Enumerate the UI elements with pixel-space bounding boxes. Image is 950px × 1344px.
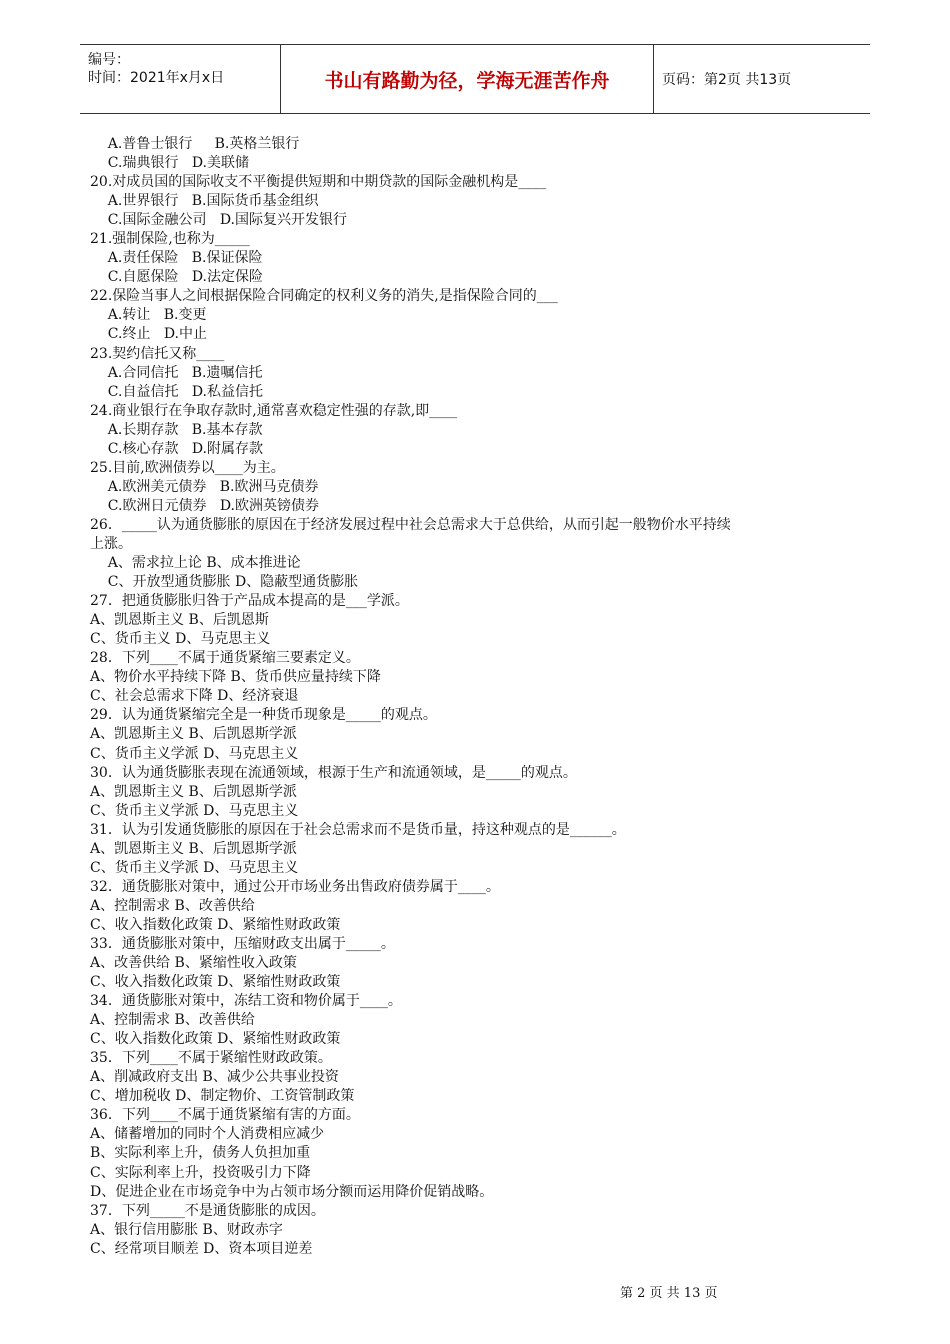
text-line: A、改善供给 B、紧缩性收入政策 [90, 955, 297, 972]
text-line: 29．认为通货紧缩完全是一种货币现象是_____的观点。 [90, 707, 437, 724]
text-line: 32．通货膨胀对策中，通过公开市场业务出售政府债券属于____。 [90, 878, 500, 895]
text-line: 25.目前,欧洲债券以____为主。 [90, 459, 285, 476]
page-header [80, 44, 870, 114]
text-line: C.自愿保险 D.法定保险 [90, 269, 263, 286]
question-list [90, 135, 870, 1259]
text-line: C.欧洲日元债券 D.欧洲英镑债券 [90, 497, 319, 514]
text-line: A、银行信用膨胀 B、财政赤字 [90, 1221, 283, 1238]
page-footer: 第 2 页 共 13 页 [620, 1286, 718, 1301]
text-line: A、凯恩斯主义 B、后凯恩斯 [90, 612, 269, 629]
text-line: A.欧洲美元债券 B.欧洲马克债券 [90, 478, 319, 495]
text-line: 22.保险当事人之间根据保险合同确定的权利义务的消失,是指保险合同的___ [90, 288, 558, 305]
text-line: 28．下列____不属于通货紧缩三要素定义。 [90, 650, 360, 667]
text-line: 20.对成员国的国际收支不平衡提供短期和中期贷款的国际金融机构是____ [90, 174, 547, 191]
text-line: 31．认为引发通货膨胀的原因在于社会总需求而不是货币量，持这种观点的是______。 [90, 821, 626, 838]
header-meta [80, 45, 280, 113]
text-line: A、控制需求 B、改善供给 [90, 897, 255, 914]
number-label: 编号： [88, 52, 130, 68]
text-line: C、实际利率上升，投资吸引力下降 [90, 1164, 311, 1181]
text-line: 23.契约信托又称____ [90, 345, 225, 362]
text-line: A.转让 B.变更 [90, 307, 207, 324]
text-line: A、控制需求 B、改善供给 [90, 1012, 255, 1029]
text-line: A、削减政府支出 B、减少公共事业投资 [90, 1069, 339, 1086]
text-line: A.普鲁士银行 B.英格兰银行 [90, 136, 300, 152]
text-line: C、货币主义 D、马克思主义 [90, 631, 271, 648]
text-line: A.合同信托 B.遗嘱信托 [90, 364, 263, 381]
text-line: C、收入指数化政策 D、紧缩性财政政策 [90, 974, 341, 991]
text-line: C、货币主义学派 D、马克思主义 [90, 859, 299, 876]
text-line: C.自益信托 D.私益信托 [90, 383, 263, 400]
text-line: 26．_____认为通货膨胀的原因在于经济发展过程中社会总需求大于总供给，从而引起一般物价水平持续 [90, 516, 731, 533]
text-line: B、实际利率上升，债务人负担加重 [90, 1145, 311, 1162]
text-line: C.国际金融公司 D.国际复兴开发银行 [90, 212, 347, 229]
text-line: A、凯恩斯主义 B、后凯恩斯学派 [90, 783, 297, 800]
text-line: C.终止 D.中止 [90, 326, 207, 343]
text-line: 36．下列____不属于通货紧缩有害的方面。 [90, 1107, 360, 1124]
text-line: A、凯恩斯主义 B、后凯恩斯学派 [90, 840, 297, 857]
text-line: 上涨。 [90, 535, 132, 552]
text-line: A、储蓄增加的同时个人消费相应减少 [90, 1126, 325, 1143]
text-line: C、增加税收 D、制定物价、工资管制政策 [90, 1088, 355, 1105]
header-motto: 书山有路勤为径，学海无涯苦作舟 [280, 45, 654, 113]
text-line: 27．把通货膨胀归咎于产品成本提高的是___学派。 [90, 593, 409, 610]
text-line: C.瑞典银行 D.美联储 [90, 155, 249, 172]
text-line: C、货币主义学派 D、马克思主义 [90, 802, 299, 819]
text-line: A、凯恩斯主义 B、后凯恩斯学派 [90, 726, 297, 743]
text-line: C、社会总需求下降 D、经济衰退 [90, 688, 299, 705]
text-line: A、需求拉上论 B、成本推进论 [90, 555, 301, 572]
text-line: A.长期存款 B.基本存款 [90, 421, 263, 438]
text-line: C、收入指数化政策 D、紧缩性财政政策 [90, 916, 341, 933]
text-line: C.核心存款 D.附属存款 [90, 440, 263, 457]
text-line: 33．通货膨胀对策中，压缩财政支出属于_____。 [90, 935, 395, 952]
text-line: A.责任保险 B.保证保险 [90, 250, 263, 267]
text-line: D、促进企业在市场竞争中为占领市场分额而运用降价促销战略。 [90, 1183, 494, 1200]
text-line: C、开放型通货膨胀 D、隐蔽型通货膨胀 [90, 574, 359, 591]
text-line: C、收入指数化政策 D、紧缩性财政政策 [90, 1031, 341, 1048]
text-line: C、货币主义学派 D、马克思主义 [90, 745, 299, 762]
text-line: 35．下列____不属于紧缩性财政政策。 [90, 1050, 332, 1067]
text-line: 21.强制保险,也称为_____ [90, 231, 250, 248]
text-line: A.世界银行 B.国际货币基金组织 [90, 193, 319, 210]
text-line: C、经常项目顺差 D、资本项目逆差 [90, 1240, 313, 1257]
time-label: 时间：2021年x月x日 [88, 70, 225, 86]
text-line: A、物价水平持续下降 B、货币供应量持续下降 [90, 669, 381, 686]
text-line: 30．认为通货膨胀表现在流通领域，根源于生产和流通领域，是_____的观点。 [90, 764, 577, 781]
text-line: 37．下列_____不是通货膨胀的成因。 [90, 1202, 325, 1219]
text-line: 34．通货膨胀对策中，冻结工资和物价属于____。 [90, 993, 402, 1010]
text-line: 24.商业银行在争取存款时,通常喜欢稳定性强的存款,即____ [90, 402, 458, 419]
header-page-label: 页码：第2页 共13页 [662, 72, 792, 88]
